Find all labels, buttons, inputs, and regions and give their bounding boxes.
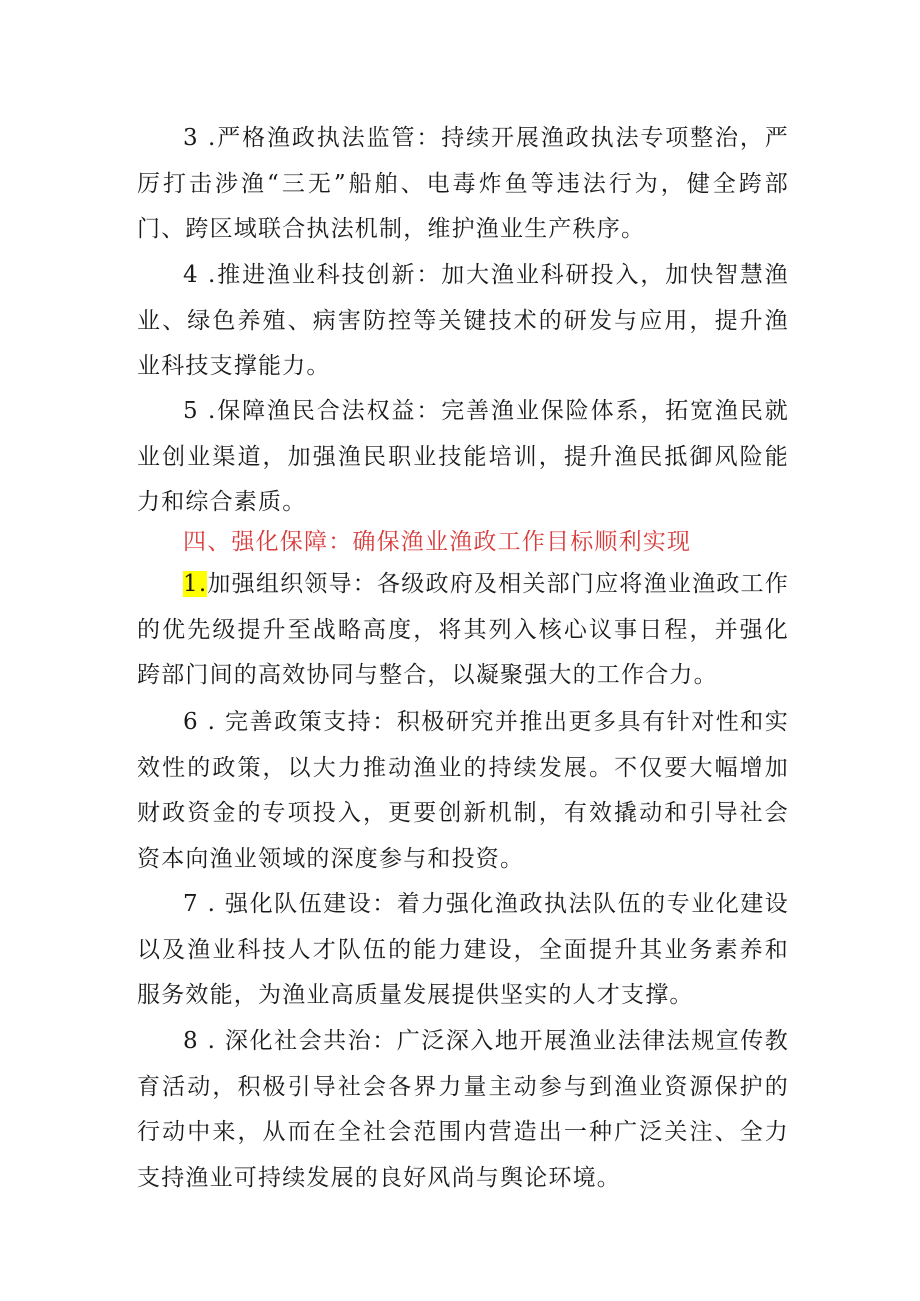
section-heading: 四、强化保障：确保渔业渔政工作目标顺利实现	[183, 529, 692, 555]
paragraph-item-1-highlighted	[137, 562, 789, 699]
highlighted-item-text: 加强组织领导：各级政府及相关部门应将渔业渔政工作的优先级提升至战略高度，将其列入核心议事日程，并强化跨部门间的高效协同与整合，以凝聚强大的工作合力。	[137, 571, 789, 688]
paragraph-item-4: 4 .推进渔业科技创新：加大渔业科研投入，加快智慧渔业、绿色养殖、病害防控等关键技术的研发与应用，提升渔业科技支撑能力。	[137, 262, 789, 379]
highlighted-item-number: 1.	[183, 571, 208, 597]
paragraph-item-7: 7 . 强化队伍建设：着力强化渔政执法队伍的专业化建设以及渔业科技人才队伍的能力建设，全面提升其业务素养和服务效能，为渔业高质量发展提供坚实的人才支撑。	[137, 891, 789, 1008]
paragraph-item-5: 5 .保障渔民合法权益：完善渔业保险体系，拓宽渔民就业创业渠道，加强渔民职业技能培训，提升渔民抵御风险能力和综合素质。	[137, 398, 789, 515]
paragraph-item-8: 8 . 深化社会共治：广泛深入地开展渔业法律法规宣传教育活动，积极引导社会各界力量主动参与到渔业资源保护的行动中来，从而在全社会范围内营造出一种广泛关注、全力支持渔业可持续发展的良好风尚与舆论环境。	[137, 1028, 789, 1191]
paragraph-item-3: 3 .严格渔政执法监管：持续开展渔政执法专项整治，严厉打击涉渔“三无”船舶、电毒炸鱼等违法行为，健全跨部门、跨区域联合执法机制，维护渔业生产秩序。	[137, 125, 789, 242]
paragraph-item-6: 6 . 完善政策支持：积极研究并推出更多具有针对性和实效性的政策，以大力推动渔业的持续发展。不仅要大幅增加财政资金的专项投入，更要创新机制，有效撬动和引导社会资本向渔业领域的深度参与和投资。	[137, 709, 789, 872]
